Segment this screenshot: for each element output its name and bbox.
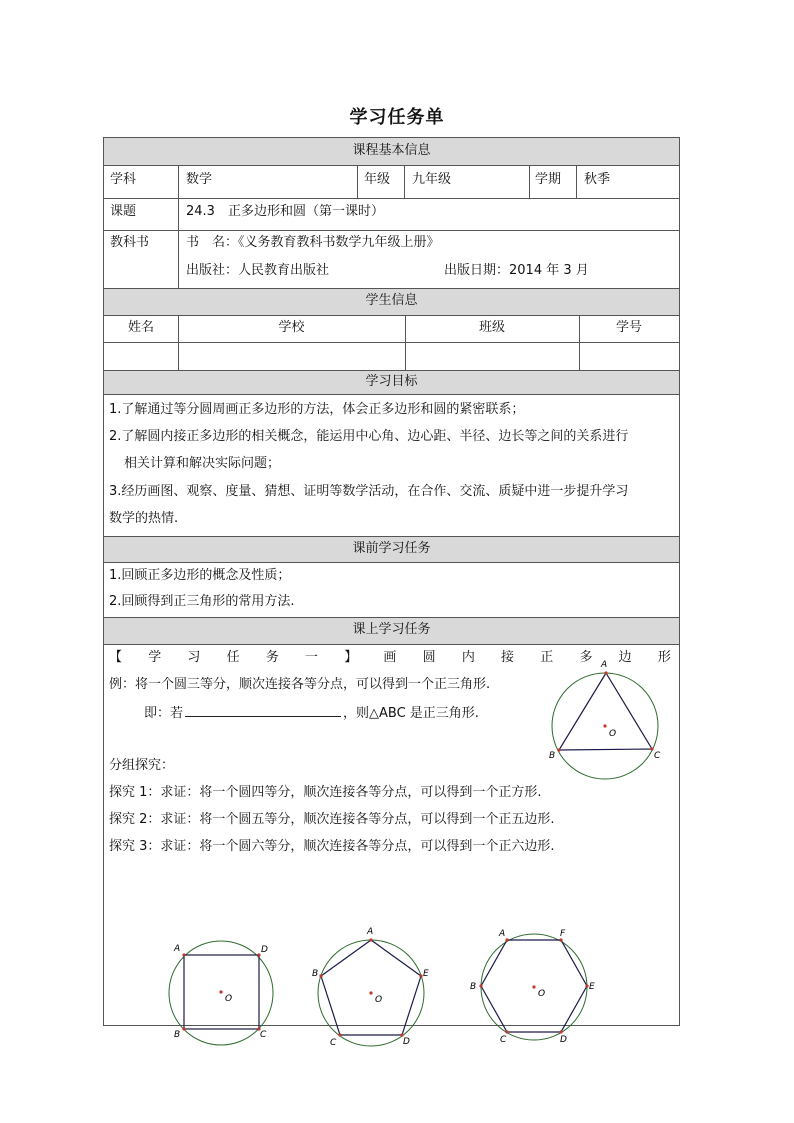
label-D: D xyxy=(261,945,268,955)
rule xyxy=(104,562,679,563)
subject-label: 学科 xyxy=(110,172,137,187)
label-C: C xyxy=(330,1038,337,1048)
rule xyxy=(104,617,679,618)
hexagon-figure xyxy=(466,925,602,1047)
label-D: D xyxy=(560,1035,567,1045)
explore-3: 探究 3：求证：将一个圆六等分，顺次连接各等分点，可以得到一个正六边形. xyxy=(109,839,555,854)
square-figure xyxy=(168,935,278,1047)
label-O: O xyxy=(375,995,383,1005)
label-O: O xyxy=(225,994,233,1004)
label-A: A xyxy=(174,944,181,954)
class-column: 班级 xyxy=(478,320,505,335)
pre-task-2: 2.回顾得到正三角形的常用方法. xyxy=(109,594,295,609)
label-D: D xyxy=(403,1037,410,1047)
group-explore-label: 分组探究： xyxy=(109,758,175,773)
label-B: B xyxy=(549,751,556,761)
rule xyxy=(104,370,679,371)
rule xyxy=(104,315,679,316)
subject-value: 数学 xyxy=(186,172,213,187)
goal-3-cont: 数学的热情. xyxy=(109,511,179,526)
term-label: 学期 xyxy=(535,172,562,187)
topic-label: 课题 xyxy=(110,204,137,219)
label-B: B xyxy=(174,1030,181,1040)
pre-tasks-header: 课前学习任务 xyxy=(352,541,431,556)
goal-2-cont: 相关计算和解决实际问题； xyxy=(124,456,281,471)
textbook-label: 教科书 xyxy=(110,235,150,250)
rule xyxy=(357,165,358,198)
term-value: 秋季 xyxy=(584,172,611,187)
rule xyxy=(104,198,679,199)
school-column: 学校 xyxy=(278,320,305,335)
course-info-header: 课程基本信息 xyxy=(352,143,431,158)
task-sheet-table xyxy=(103,137,680,1026)
rule xyxy=(104,230,679,231)
explore-1: 探究 1：求证：将一个圆四等分，顺次连接各等分点，可以得到一个正方形. xyxy=(109,785,542,800)
label-B: B xyxy=(470,982,477,992)
label-C: C xyxy=(654,751,661,761)
label-C: C xyxy=(260,1030,267,1040)
rule xyxy=(404,165,405,198)
goal-2: 2.了解圆内接正多边形的相关概念，能运用中心角、边心距、半径、边长等之间的关系进行 xyxy=(109,429,629,444)
class-tasks-header: 课上学习任务 xyxy=(352,622,431,637)
rule xyxy=(529,165,530,198)
pentagon-figure xyxy=(313,925,433,1047)
label-B: B xyxy=(312,969,319,979)
student-info-header: 学生信息 xyxy=(365,293,418,308)
label-O: O xyxy=(609,729,617,739)
rule xyxy=(104,644,679,645)
rule xyxy=(104,165,679,166)
page-title: 学习任务单 xyxy=(349,107,445,128)
rule xyxy=(104,536,679,537)
label-A: A xyxy=(601,660,608,670)
label-O: O xyxy=(538,989,546,999)
label-E: E xyxy=(423,969,429,979)
label-F: F xyxy=(560,929,566,939)
pre-task-1: 1.回顾正多边形的概念及性质； xyxy=(109,568,291,583)
goals-header: 学习目标 xyxy=(365,374,418,389)
goal-1: 1.了解通过等分圆周画正多边形的方法，体会正多边形和圆的紧密联系； xyxy=(109,402,525,417)
book-name: 书 名：《义务教育教科书数学九年级上册》 xyxy=(186,235,440,250)
topic-value: 24.3 正多边形和圆（第一课时） xyxy=(186,204,384,219)
publisher: 出版社：人民教育出版社 xyxy=(186,263,330,278)
label-A: A xyxy=(367,927,374,937)
label-C: C xyxy=(500,1035,507,1045)
label-A: A xyxy=(499,929,506,939)
grade-value: 九年级 xyxy=(412,172,452,187)
label-E: E xyxy=(589,982,595,992)
publish-date: 出版日期：2014 年 3 月 xyxy=(444,263,589,278)
rule xyxy=(178,165,179,288)
triangle-figure xyxy=(548,655,666,767)
grade-label: 年级 xyxy=(364,172,391,187)
fill-in-line: 即：若 ，则△ABC 是正三角形. xyxy=(144,706,479,721)
rule xyxy=(104,288,679,289)
task-1-title: 【 学 习 任 务 一 】 画 圆 内 接 正 多 边 形 xyxy=(109,650,671,665)
goal-3: 3.经历画图、观察、度量、猜想、证明等数学活动，在合作、交流、质疑中进一步提升学习 xyxy=(109,484,629,499)
rule xyxy=(104,394,679,395)
explore-2: 探究 2：求证：将一个圆五等分，顺次连接各等分点，可以得到一个正五边形. xyxy=(109,812,555,827)
name-column: 姓名 xyxy=(127,320,154,335)
rule xyxy=(576,165,577,198)
example-text: 例：将一个圆三等分，顺次连接各等分点，可以得到一个正三角形. xyxy=(109,677,491,692)
rule xyxy=(104,342,679,343)
student-id-column: 学号 xyxy=(615,320,642,335)
answer-blank[interactable] xyxy=(185,704,341,717)
